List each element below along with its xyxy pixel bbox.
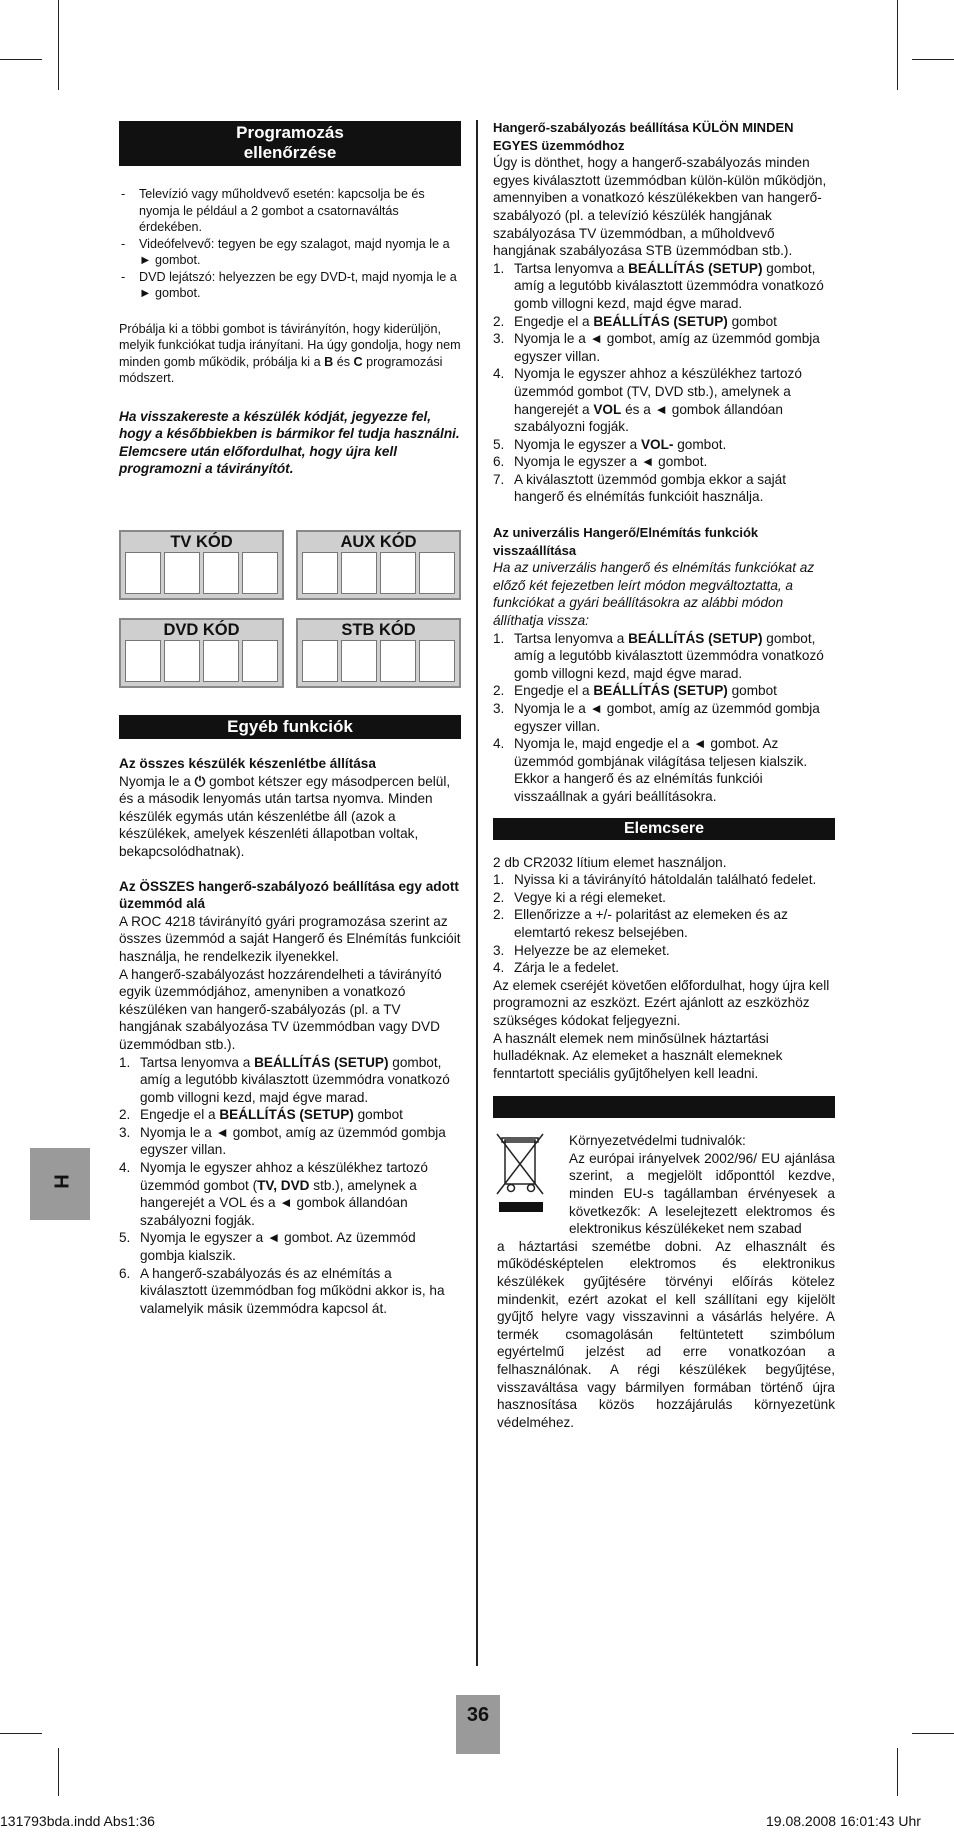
text-bold: B: [324, 354, 334, 369]
steps-list: [493, 630, 835, 806]
code-box-stb: [296, 618, 461, 688]
step-number: 2.: [493, 907, 505, 923]
step-number: 1.: [493, 630, 505, 646]
list-item: - DVD lejátszó: helyezzen be egy DVD-t, majd nyomja le a ► gombot.: [119, 269, 461, 302]
left-column-lower: [119, 715, 461, 1317]
step-number: 5.: [493, 436, 505, 452]
text: gombot: [727, 683, 777, 699]
list-item: - Videófelvevő: tegyen be egy szalagot, majd nyomja le a ► gombot.: [119, 236, 461, 269]
code-cells: [302, 640, 455, 682]
paragraph: A használt elemek nem minősülnek háztartási hulladéknak. Az elemeket a használt elemeknek fenntartott speciális gyűjtőhelyen kell leadni.: [493, 1030, 783, 1081]
text-bold: TV, DVD: [257, 1177, 310, 1193]
text-bold: C: [353, 354, 363, 369]
list-item: [493, 453, 835, 471]
step-number: 6.: [119, 1265, 131, 1281]
text: gombot: [353, 1107, 403, 1123]
step-number: 2.: [493, 889, 505, 905]
steps-list: [119, 1054, 461, 1318]
step-number: 6.: [493, 454, 505, 470]
section-header-blank: [493, 1096, 835, 1118]
list-item: [493, 889, 835, 907]
text: Engedje el a: [514, 313, 594, 329]
text: gombot: [727, 313, 777, 329]
text-bold: BEÁLLÍTÁS (SETUP): [628, 260, 763, 276]
text-bold: BEÁLLÍTÁS (SETUP): [593, 313, 728, 329]
code-box-title: DVD KÓD: [163, 621, 240, 639]
text: stb.), amelynek a hangerejét a VOL és a ◄ gombok állandóan szabályozni fogják.: [140, 1177, 417, 1228]
battery-steps-list: [493, 871, 835, 977]
step-number: 2.: [493, 313, 505, 329]
paragraph: [119, 321, 461, 387]
text-bold: VOL: [593, 401, 622, 417]
text: és a ◄ gombok állandóan szabályozni fogják.: [514, 401, 783, 435]
step-number: 3.: [493, 942, 505, 958]
list-item: [493, 365, 835, 435]
power-icon: ⏻: [194, 773, 206, 789]
list-item: [119, 1265, 461, 1318]
footer-timestamp: 19.08.2008 16:01:43 Uhr: [766, 1813, 921, 1829]
text: Tartsa lenyomva a: [514, 630, 629, 646]
step-number: 7.: [493, 471, 505, 487]
column-divider: [476, 120, 478, 1666]
list-item: [493, 700, 835, 735]
text: Engedje el a: [514, 683, 594, 699]
text-bold: VOL-: [640, 436, 674, 452]
list-item: [493, 682, 835, 700]
environment-text-top: [569, 1132, 835, 1238]
text: gombot, amíg a legutóbb kiválasztott üzemmódra vonatkozó gomb villogni kezd, majd égve marad.: [140, 1054, 450, 1105]
section-header-programming: [119, 121, 461, 166]
step-number: 4.: [493, 960, 505, 976]
crop-mark: [0, 1733, 42, 1734]
text: gombot, amíg a legutóbb kiválasztott üzemmódra vonatkozó gomb villogni kezd, majd égve marad.: [514, 260, 824, 311]
header-line: Programozás: [236, 123, 344, 142]
crop-mark: [0, 59, 42, 60]
subheading: Az ÖSSZES hangerő-szabályozó beállítása egy adott üzemmód alá: [119, 878, 459, 912]
paragraph: Az elemek cseréjét követően előfordulhat, hogy újra kell programozni az eszközt. Ezért ajánlott az eszközhöz szükséges kódokat feljegyezni.: [493, 977, 830, 1028]
subheading: Az összes készülék készenlétbe állítása: [119, 756, 376, 771]
section-header-battery: Elemcsere: [493, 818, 835, 840]
code-box-title: STB KÓD: [341, 621, 416, 639]
left-column: [119, 121, 461, 478]
list-item: [119, 1106, 461, 1124]
weee-symbol-icon: [493, 1132, 549, 1214]
note-paragraph: Elemcsere után előfordulhat, hogy újra kell programozni a távirányítót.: [119, 443, 397, 477]
crop-mark: [58, 1748, 59, 1796]
step-number: 2.: [493, 683, 505, 699]
paragraph: a háztartási szemétbe dobni. Az elhasznált és működésképtelen elektromos és elektronikus készülékek gyűjtésére törvényi előírás kötelez mindenkit, ezért azokat el kell szállítani egy kijelölt gyűjtő helyre vagy visszavinni a vásárlás helyére. A termék csomagolásán feltüntetett szimbólum egyértelmű jelzést ad erre vonatkozóan a felhasználónak. A régi készülékek begyűjtése, visszaváltása vagy bármilyen formában történő újra hasznosítása közös hozzájárulás környezetünk védelméhez.: [497, 1238, 835, 1430]
language-tab: [30, 1148, 90, 1220]
paragraph: 2 db CR2032 lítium elemet használjon.: [493, 854, 727, 870]
text: Helyezze be az elemeket.: [514, 942, 670, 958]
text: Nyomja le egyszer a: [514, 436, 641, 452]
language-tab-label: H: [49, 1174, 72, 1189]
text: Engedje el a: [140, 1107, 220, 1123]
list-item: [493, 942, 835, 960]
code-box-tv: [119, 530, 284, 600]
step-number: 3.: [493, 701, 505, 716]
code-box-title: AUX KÓD: [340, 533, 417, 551]
paragraph: Az európai irányelvek 2002/96/ EU ajánlása szerint, a megjelölt időponttól kezdve, minden EU-s tagállamban érvényesek a következők: A leselejtezett elektromos és elektronikus készülékeket nem szabad: [569, 1150, 835, 1237]
code-cells: [125, 640, 278, 682]
footer-file-info: 131793bda.indd Abs1:36: [0, 1813, 155, 1829]
list-item: [119, 1124, 461, 1159]
text: Nyomja le a ◄ gombot, amíg az üzemmód gombja egyszer villan.: [514, 331, 820, 364]
step-number: 4.: [493, 736, 505, 752]
text: és: [333, 354, 354, 369]
text: Nyomja le, majd engedje el a ◄ gombot. Az üzemmód gombjának világítása teljesen kialszik. Ekkor a hangerő és az elnémítás funkciói visszaállnak a gyári beállításokra.: [514, 736, 808, 804]
list-item: [493, 260, 835, 313]
list-item: [119, 1054, 461, 1107]
text: Nyomja le egyszer a ◄ gombot. Az üzemmód gombja kialszik.: [140, 1230, 416, 1264]
text: Nyomja le egyszer ahhoz a készülékhez tartozó üzemmód gombot (: [140, 1160, 428, 1193]
subheading: Az univerzális Hangerő/Elnémítás funkciók visszaállítása: [493, 525, 759, 558]
text: Vegye ki a régi elemeket.: [514, 889, 666, 905]
step-number: 1.: [493, 872, 505, 888]
text-bold: BEÁLLÍTÁS (SETUP): [254, 1054, 389, 1070]
note-paragraph: Ha visszakereste a készülék kódját, jegyezze fel, hogy a későbbiekben is bármikor fel tudja használni.: [119, 408, 460, 442]
text: A kiválasztott üzemmód gombja ekkor a saját hangerő és elnémítás funkcióit használja.: [514, 471, 787, 505]
check-list: [119, 186, 461, 302]
text: programozási módszert.: [119, 354, 443, 385]
list-item: [493, 630, 835, 683]
text: Tartsa lenyomva a: [514, 260, 629, 276]
list-item: [493, 871, 835, 889]
step-number: 1.: [119, 1054, 131, 1070]
step-number: 4.: [119, 1160, 131, 1176]
text-bold: BEÁLLÍTÁS (SETUP): [219, 1107, 354, 1123]
list-item: [119, 1229, 461, 1264]
text: Nyomja le a ◄ gombot, amíg az üzemmód gombja egyszer villan.: [514, 701, 820, 734]
list-item: [493, 436, 835, 454]
code-box-title: TV KÓD: [170, 533, 233, 551]
step-number: 2.: [119, 1107, 131, 1123]
crop-mark: [897, 0, 898, 90]
text: Nyomja le a ◄ gombot, amíg az üzemmód gombja egyszer villan.: [140, 1124, 446, 1158]
header-line: ellenőrzése: [243, 143, 337, 162]
section-header-other-functions: Egyéb funkciók: [119, 715, 461, 739]
step-number: 3.: [119, 1124, 131, 1140]
paragraph: Úgy is dönthet, hogy a hangerő-szabályozás minden egyes kiválasztott üzemmódban külön-külön működjön, amennyiben a vonatkozó készülékekben van hangerő-szabályozó (pl. a televízió készülék hangjának szabályozása TV üzemmódban, a műholdvevő hangjának szabályozása STB üzemmódban stb.).: [493, 155, 827, 259]
list-item: [493, 959, 835, 977]
intro-paragraph: Ha az univerzális hangerő és elnémítás funkciókat az előző két fejezetben leírt módon megváltoztatta, a funkciókat a gyári beállításokra az alábbi módon állíthatja vissza:: [493, 560, 815, 629]
code-cells: [125, 552, 278, 594]
crop-mark: [897, 1748, 898, 1796]
subheading: Hangerő-szabályozás beállítása KÜLÖN MINDEN EGYES üzemmódhoz: [493, 120, 794, 153]
text: gombot.: [673, 436, 727, 452]
text: Nyomja le a: [119, 773, 195, 789]
step-number: 4.: [493, 366, 505, 382]
text: Próbálja ki a többi gombot is távirányítón, hogy kiderüljön, melyik funkciókat tudja irányítani. Ha úgy gondolja, hogy nem minden gomb működik, próbálja ki a: [119, 321, 461, 369]
list-item: [493, 330, 835, 365]
paragraph: A ROC 4218 távirányító gyári programozása szerint az összes üzemmód a saját Hangerő és Elnémítás funkcióit használja, he rendelkezik ilyenekkel.: [119, 913, 461, 964]
text: Zárja le a fedelet.: [514, 960, 620, 976]
list-item: [493, 906, 835, 941]
text: gombot kétszer egy másodpercen belül, és a második lenyomás után tartsa nyomva. Minden készülék egymás után készenlétbe áll (azok a készülékek, amelyek készenléti állapotban voltak, bekapcsolódhatnak).: [119, 773, 451, 859]
step-number: 1.: [493, 260, 505, 276]
right-column: [493, 119, 835, 1431]
page-number: 36: [456, 1695, 500, 1754]
crop-mark: [58, 0, 59, 90]
code-cells: [302, 552, 455, 594]
list-item: - Televízió vagy műholdvevő esetén: kapcsolja be és nyomja le például a 2 gombot a csatornaváltás érdekében.: [119, 186, 461, 236]
code-box-dvd: [119, 618, 284, 688]
text: Nyomja le egyszer a ◄ gombot.: [514, 454, 708, 470]
list-item: [493, 471, 835, 506]
environment-section: [493, 1132, 835, 1431]
text: Nyissa ki a távirányító hátoldalán található fedelet.: [514, 872, 817, 888]
crop-mark: [912, 1733, 954, 1734]
list-item: [119, 1159, 461, 1229]
code-box-aux: [296, 530, 461, 600]
text: Nyomja le egyszer ahhoz a készülékhez tartozó üzemmód gombot (TV, DVD stb.), amelynek a hangerejét a: [514, 366, 802, 417]
text-bold: BEÁLLÍTÁS (SETUP): [593, 683, 728, 699]
list-item: [493, 735, 835, 805]
text: A hangerő-szabályozás és az elnémítás a kiválasztott üzemmódban fog működni akkor is, ha valamelyik másik üzemmódra kapcsol át.: [140, 1265, 445, 1316]
step-number: 3.: [493, 331, 505, 347]
crop-mark: [912, 59, 954, 60]
list-item: [493, 313, 835, 331]
step-number: 5.: [119, 1230, 131, 1246]
text: gombot, amíg a legutóbb kiválasztott üzemmódra vonatkozó gomb villogni kezd, majd égve marad.: [514, 630, 824, 681]
subheading: Környezetvédelmi tudnivalók:: [569, 1133, 746, 1149]
text: Ellenőrizze a +/- polaritást az elemeken és az elemtartó rekesz belsejében.: [514, 907, 788, 940]
paragraph: [119, 773, 461, 861]
steps-list: [493, 260, 835, 506]
paragraph: A hangerő-szabályozást hozzárendelheti a távirányító egyik üzemmódjához, amenyniben a vonatkozó készüléken van hangerő-szabályozás (pl. a TV hangjának szabályozása TV üzemmódban vagy DVD üzemmódban stb.).: [119, 966, 442, 1052]
text-bold: BEÁLLÍTÁS (SETUP): [628, 630, 763, 646]
text: Tartsa lenyomva a: [140, 1054, 255, 1070]
